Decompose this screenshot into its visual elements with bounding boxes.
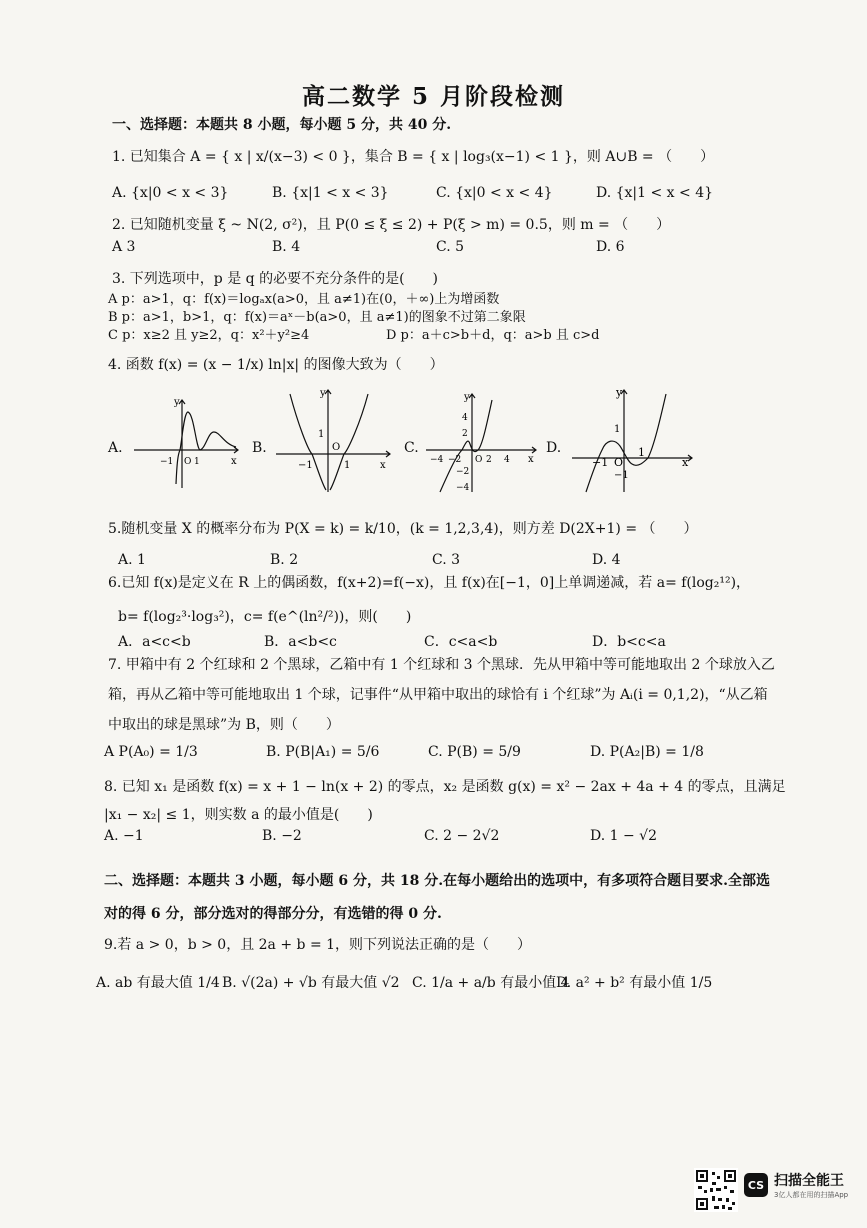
question-6-option-c: C．c<a<b [424, 634, 498, 650]
question-6-stem-continued: b= f(log₂³·log₃²)，c= f(e^(ln²/²))，则( ) [118, 609, 412, 625]
question-3-stem: 3. 下列选项中，p 是 q 的必要不充分条件的是( ) [112, 271, 439, 287]
question-1-option-b: B. {x|1 < x < 3} [272, 185, 389, 201]
graph-d [566, 384, 696, 496]
section2-heading-line-1: 二、选择题：本题共 3 小题，每小题 6 分，共 18 分.在每小题给出的选项中，有多项符合题目要求.全部选 [104, 873, 770, 889]
graph-a-tick-1: 1 [194, 457, 200, 467]
question-7-option-c: C. P(B) = 5/9 [428, 744, 521, 760]
graph-c-tick-y2: 2 [462, 429, 468, 439]
question-8-line-1: 8. 已知 x₁ 是函数 f(x) = x + 1 − ln(x + 2) 的零点，x₂ 是函数 g(x) = x² − 2ax + 4a + 4 的零点，且满足 [104, 779, 786, 795]
graph-c-tick-yneg4: −4 [456, 483, 470, 493]
graph-b [270, 384, 394, 496]
question-3-option-a: A p：a>1，q：f(x)＝logₐx(a>0，且 a≠1)在(0，＋∞)上为增函数 [108, 292, 500, 307]
question-2-option-b: B. 4 [272, 239, 301, 255]
question-9-stem: 9.若 a > 0，b > 0，且 2a + b = 1，则下列说法正确的是（ ） [104, 937, 532, 953]
graph-c-tick-2: 2 [486, 455, 492, 465]
cs-logo-icon: CS [744, 1173, 768, 1197]
question-6-option-b: B．a<b<c [264, 634, 337, 650]
question-3-option-c: C p：x≥2 且 y≥2，q：x²＋y²≥4 [108, 328, 310, 343]
graph-c-y-label: y [464, 392, 470, 403]
question-5-option-c: C. 3 [432, 552, 461, 568]
graph-c-x-label: x [528, 454, 534, 465]
graph-b-tick-y1: 1 [318, 429, 325, 440]
graph-d-tick-y1: 1 [614, 424, 621, 435]
question-7-line-1: 7. 甲箱中有 2 个红球和 2 个黑球，乙箱中有 1 个红球和 3 个黑球．先从甲箱中等可能地取出 2 个球放入乙 [108, 657, 775, 673]
question-1-option-d: D. {x|1 < x < 4} [596, 185, 714, 201]
scanner-brand-tagline: 3亿人都在用的扫描App [774, 1191, 849, 1199]
question-6-option-d: D．b<c<a [592, 634, 666, 650]
section1-heading: 一、选择题：本题共 8 小题，每小题 5 分，共 40 分. [112, 117, 452, 133]
scanner-brand-name: 扫描全能王 [774, 1173, 844, 1189]
question-8-option-d: D. 1 − √2 [590, 828, 657, 844]
page-title: 高二数学 5 月阶段检测 [301, 83, 566, 110]
graph-c-origin: O [475, 455, 483, 465]
question-4-option-b: B. [252, 440, 267, 456]
graph-b-tick-1: 1 [344, 460, 351, 471]
graph-c-tick-neg2: −2 [448, 455, 462, 465]
question-5-stem: 5.随机变量 X 的概率分布为 P(X = k) = k/10，(k = 1,2,3,4)，则方差 D(2X+1) = （ ） [108, 521, 698, 537]
graph-a-tick-neg1: −1 [160, 457, 174, 467]
question-4-option-d: D. [546, 440, 562, 456]
question-2-option-c: C. 5 [436, 239, 465, 255]
graph-b-y-label: y [320, 388, 326, 399]
question-2-option-a: A 3 [112, 239, 136, 255]
question-6-option-a: A．a<c<b [118, 634, 191, 650]
question-1-stem: 1. 已知集合 A = { x | x/(x−3) < 0 }，集合 B = { x | log₃(x−1) < 1 }，则 A∪B = （ ） [112, 149, 715, 165]
section2-heading-line-2: 对的得 6 分，部分选对的得部分分，有选错的得 0 分. [104, 906, 442, 922]
graph-d-tick-yneg1: −1 [614, 470, 629, 481]
question-8-option-c: C. 2 − 2√2 [424, 828, 500, 844]
graph-a-origin: O [184, 457, 192, 467]
graph-c-tick-4: 4 [504, 455, 510, 465]
question-1-option-a: A. {x|0 < x < 3} [112, 185, 229, 201]
scanner-brand-logo [744, 1170, 848, 1200]
question-8-option-b: B. −2 [262, 828, 302, 844]
graph-b-origin: O [332, 442, 341, 453]
graph-a-y-label: y [174, 397, 180, 408]
graph-b-x-label: x [380, 460, 386, 471]
question-2-option-d: D. 6 [596, 239, 625, 255]
question-9-option-d: D. a² + b² 有最小值 1/5 [556, 975, 713, 991]
question-8-line-2: |x₁ − x₂| ≤ 1，则实数 a 的最小值是( ) [104, 807, 373, 823]
question-9-option-c: C. 1/a + a/b 有最小值 4 [412, 975, 570, 991]
question-3-option-b: B p：a>1，b>1，q：f(x)＝aˣ－b(a>0，且 a≠1)的图象不过第二象限 [108, 310, 526, 325]
question-7-line-2: 箱，再从乙箱中等可能地取出 1 个球，记事件“从甲箱中取出的球恰有 i 个红球”为 Aᵢ(i = 0,1,2)，“从乙箱 [108, 687, 768, 703]
question-5-option-a: A. 1 [118, 552, 146, 568]
question-8-option-a: A. −1 [104, 828, 144, 844]
question-9-option-b: B. √(2a) + √b 有最大值 √2 [222, 975, 400, 991]
graph-b-tick-neg1: −1 [298, 460, 313, 471]
graph-c [422, 388, 540, 496]
question-3-option-d: D p：a＋c>b＋d，q：a>b 且 c>d [386, 328, 600, 343]
question-5-option-d: D. 4 [592, 552, 621, 568]
question-5-option-b: B. 2 [270, 552, 299, 568]
graph-a [130, 392, 242, 492]
question-1-option-c: C. {x|0 < x < 4} [436, 185, 553, 201]
question-7-option-d: D. P(A₂|B) = 1/8 [590, 744, 704, 760]
graph-d-tick-neg1: −1 [592, 456, 609, 469]
question-4-option-a: A. [108, 440, 123, 456]
graph-c-tick-neg4: −4 [430, 455, 444, 465]
question-4-stem: 4. 函数 f(x) = (x − 1/x) ln|x| 的图像大致为（ ） [108, 357, 444, 373]
question-6-stem: 6.已知 f(x)是定义在 R 上的偶函数，f(x+2)=f(−x)，且 f(x)在[−1，0]上单调递减，若 a= f(log₂¹²)， [108, 575, 751, 591]
graph-d-origin: O [614, 456, 624, 469]
graph-a-x-label: x [231, 456, 237, 467]
graph-d-tick-1: 1 [638, 446, 645, 459]
qr-code-icon [694, 1168, 738, 1212]
graph-d-x-label: x [682, 456, 689, 469]
question-4-option-c: C. [404, 440, 419, 456]
question-7-option-b: B. P(B|A₁) = 5/6 [266, 744, 380, 760]
question-7-option-a: A P(A₀) = 1/3 [104, 744, 198, 760]
question-9-option-a: A. ab 有最大值 1/4 [96, 975, 220, 991]
question-2-stem: 2. 已知随机变量 ξ ~ N(2, σ²)，且 P(0 ≤ ξ ≤ 2) + P(ξ > m) = 0.5，则 m = （ ） [112, 217, 671, 233]
question-7-line-3: 中取出的球是黑球”为 B，则（ ） [108, 717, 340, 733]
graph-d-y-label: y [616, 386, 623, 399]
graph-c-tick-y4: 4 [462, 413, 468, 423]
graph-c-tick-yneg2: −2 [456, 467, 470, 477]
